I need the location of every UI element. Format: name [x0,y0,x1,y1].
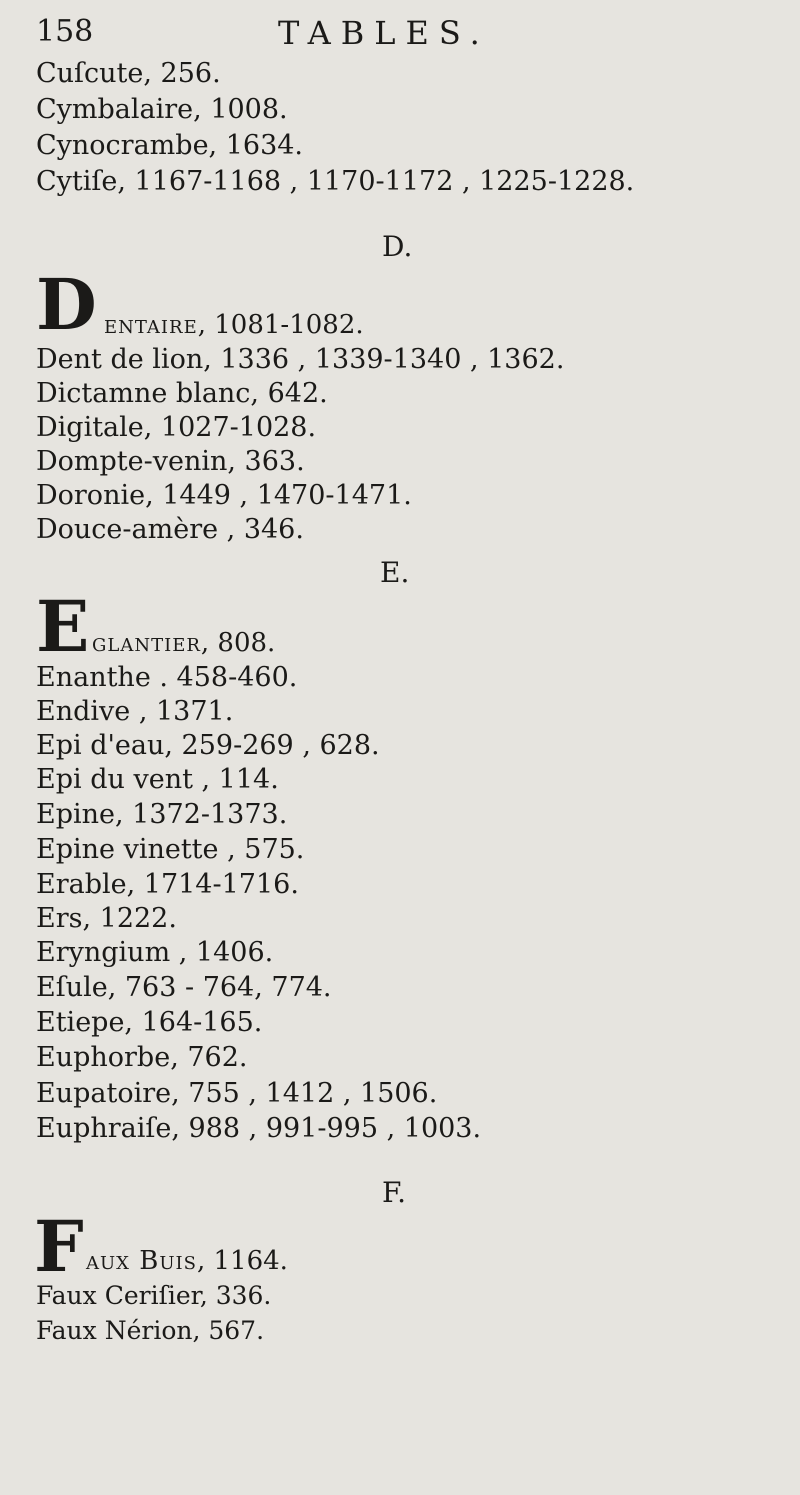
lead-entry-word: glantier [92,628,201,658]
page-number: 158 [36,14,94,49]
index-entry: Enanthe . 458-460. [36,662,298,693]
index-entry: Eupatoire, 755 , 1412 , 1506. [36,1078,438,1109]
index-entry: Ers, 1222. [36,903,177,934]
section-heading-d: D. [382,230,413,263]
index-entry: Dompte-venin, 363. [36,446,305,477]
index-entry: Cytiſe, 1167-1168 , 1170-1172 , 1225-1228. [36,166,635,197]
drop-cap-d: D [36,263,97,346]
index-entry: Epi d'eau, 259-269 , 628. [36,730,380,761]
section-heading-e: E. [380,556,410,589]
lead-entry-d [104,310,364,340]
index-entry: Cynocrambe, 1634. [36,130,304,161]
index-entry: Digitale, 1027-1028. [36,412,317,443]
lead-entry-numbers: , 808. [200,628,276,658]
index-entry: Epine vinette , 575. [36,834,305,865]
lead-entry-e [92,628,275,658]
page-header [36,14,556,54]
lead-entry-numbers: , 1164. [196,1246,288,1276]
lead-entry-f [86,1246,288,1276]
drop-cap-f: F [34,1205,84,1288]
index-entry: Cuſcute, 256. [36,58,221,89]
index-entry: Douce-amère , 346. [36,514,304,545]
index-entry: Eryngium , 1406. [36,937,274,968]
section-heading-f: F. [382,1176,406,1209]
index-entry: Erable, 1714-1716. [36,869,299,900]
index-entry: Faux Nérion, 567. [36,1316,265,1345]
bleed-through-text [380,50,800,1350]
index-entry: Doronie, 1449 , 1470-1471. [36,480,412,511]
index-entry: Dent de lion, 1336 , 1339-1340 , 1362. [36,344,565,375]
lead-entry-numbers: , 1081-1082. [197,310,364,340]
lead-entry-word: entaire [104,310,198,340]
index-entry: Epi du vent , 114. [36,764,279,795]
index-entry: Etiepe, 164-165. [36,1007,263,1038]
index-entry: Endive , 1371. [36,696,234,727]
lead-entry-word: aux Buis [86,1246,197,1276]
drop-cap-e: E [36,585,90,668]
index-entry: Epine, 1372-1373. [36,799,288,830]
index-entry: Cymbalaire, 1008. [36,94,288,125]
running-title: TABLES. [278,14,490,52]
index-entry: Euphorbe, 762. [36,1042,248,1073]
index-entry: Eſule, 763 - 764, 774. [36,972,332,1003]
index-entry: Faux Ceriſier, 336. [36,1281,272,1310]
index-entry: Euphraiſe, 988 , 991-995 , 1003. [36,1113,482,1144]
index-entry: Dictamne blanc, 642. [36,378,328,409]
